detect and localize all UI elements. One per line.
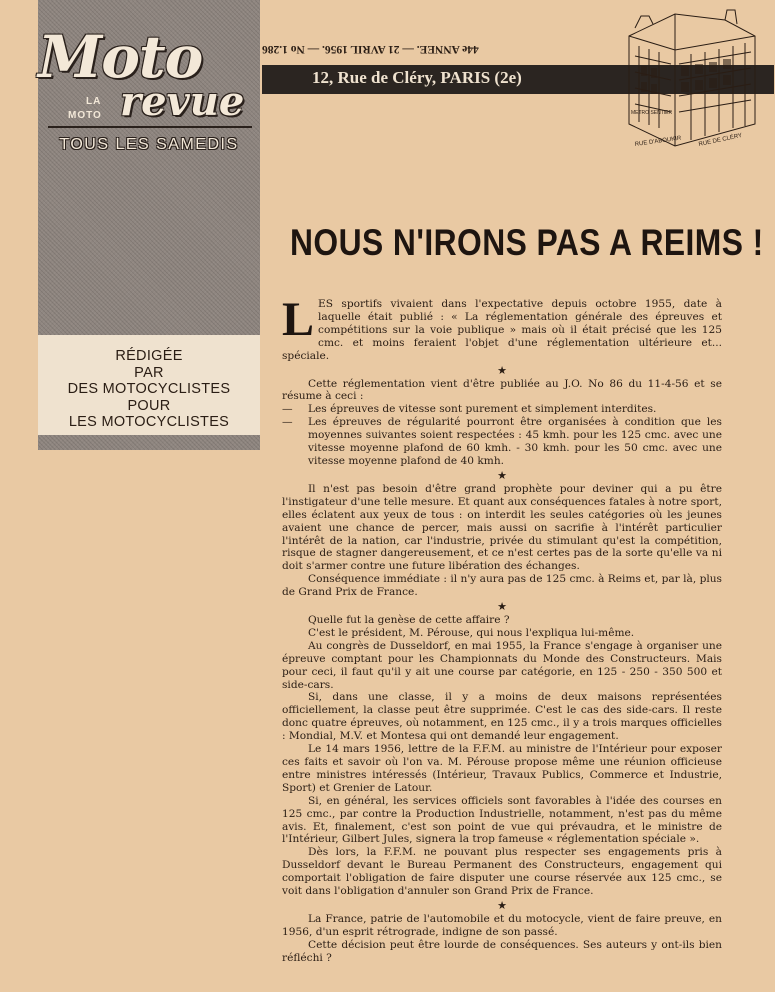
list-item-text: Les épreuves de vitesse sont purement et simplement interdites. [308, 403, 657, 416]
logo-revue: revue [120, 78, 245, 125]
lead-text: ES sportifs vivaient dans l'expectative depuis octobre 1955, date à laquelle était publié : « La réglementation générale des épreuves et compétitions sur la voie publique » mais où il était précisé que les 125 cmc. et moins feraient l'objet d'une réglementation ultérieure et... spéciale. [282, 298, 722, 362]
drop-cap: L [282, 293, 315, 346]
motto-line: LES MOTOCYCLISTES [68, 414, 230, 430]
star-separator: ★ [497, 363, 507, 377]
paragraph: Il n'est pas besoin d'être grand prophète pour deviner qui a pu être l'instigateur d'une telle mesure. Et quant aux conséquences fatales à notre sport, elles éclatent aux yeux de tous : on interdit les seules catégories où les jeunes avaient une chance de percer, mais aussi on sacrifie à l'intérêt particulier l'intérêt de la nation, car l'industrie, privée du stimulant qu'est la compétition, risque de stagner dangereusement, et ce n'est certes pas de la sorte qu'elle va ni doit s'armer contre une future libération des échanges. [282, 482, 722, 573]
star-separator: ★ [497, 898, 507, 912]
paragraph: Si, en général, les services officiels sont favorables à l'idée des courses en 125 cmc., par contre la Production Industrielle, notamment, n'est pas du même avis. Et, finalement, c'est son point de vue qui prévaudra, et le ministre de l'Intérieur, Gilbert Jules, signera la trop fameuse « réglementation spéciale ». [282, 794, 722, 846]
paragraph: Quelle fut la genèse de cette affaire ? [308, 614, 510, 627]
motto-line: POUR [127, 397, 171, 414]
building-sign: RUE D'ABOUKIR [634, 135, 682, 148]
paragraph: C'est le président, M. Pérouse, qui nous l'expliqua lui-même. [308, 626, 635, 639]
logo-la: LA [86, 96, 102, 107]
star-separator: ★ [497, 468, 507, 482]
article-body [282, 293, 722, 965]
motto-line: PAR [134, 364, 164, 381]
list-item [282, 403, 722, 416]
dash-marker: — [282, 403, 293, 416]
paragraph: Si, dans une classe, il y a moins de deux maisons représentées officiellement, la classe peut être supprimée. C'est le cas des side-cars. Il reste donc quatre épreuves, où notamment, en 125 cmc., il y a trois marques officielles : Mondial, M.V. et Montesa qui ont demandé leur engagement. [282, 691, 722, 743]
lead-paragraph [282, 293, 722, 363]
logo-moto: Moto [38, 23, 203, 91]
motto-line: DES MOTOCYCLISTES [67, 381, 231, 397]
address: 12, Rue de Cléry, PARIS (2e) [312, 68, 522, 87]
issue-line [262, 43, 614, 60]
motto-line: RÉDIGÉE [115, 348, 183, 364]
paragraph: Cette décision peut être lourde de conséquences. Ses auteurs y ont-ils bien réfléchi ? [282, 938, 722, 964]
star-separator: ★ [497, 600, 507, 614]
paragraph: Conséquence immédiate : il n'y aura pas de 125 cmc. à Reims et, par là, plus de Grand Prix de France. [282, 573, 722, 599]
paragraph: La France, patrie de l'automobile et du motocycle, vient de faire preuve, en 1956, d'un esprit rétrograde, indigne de son passé. [282, 912, 722, 938]
headline: NOUS N'IRONS PAS A REIMS ! [290, 222, 764, 263]
dash-marker: — [282, 416, 293, 429]
building-illustration [615, 6, 760, 154]
paragraph: Dès lors, la F.F.M. ne pouvant plus respecter ses engagements pris à Dusseldorf devant le Bureau Permanent des Constructeurs, engagement qui comportait l'obligation de faire disputer une course réservée aux 125 cmc., se voit dans l'obligation d'annuler son Grand Prix de France. [282, 846, 722, 898]
paragraph: Cette réglementation vient d'être publiée au J.O. No 86 du 11-4-56 et se résume à ceci : [282, 377, 722, 403]
paragraph: Au congrès de Dusseldorf, en mai 1955, la France s'engage à organiser une épreuve comptant pour les Championnats du Monde des Constructeurs. Mais pour ceci, il faut qu'il y ait une course par catégorie, en 125 - 250 - 350 500 et side-cars. [282, 639, 722, 691]
building-sign: RUE DE CLÉRY [698, 132, 743, 148]
logo-small-moto: MOTO [68, 110, 102, 121]
motto-box [38, 335, 260, 435]
paragraph: Le 14 mars 1956, lettre de la F.F.M. au ministre de l'Intérieur pour exposer ces faits et savoir où l'on va. M. Pérouse propose même une réunion officieuse entre ministres intéressés (Intérieur, Travaux Publics, Commerce et Industrie, Sport) et Grenier de Latour. [282, 743, 722, 794]
tagline: TOUS LES SAMEDIS [59, 136, 239, 153]
list-item [282, 416, 722, 468]
issue-line-text: 44e ANNEE. — 21 AVRIL 1956. — No 1.286 [262, 43, 479, 55]
logo-underline [48, 126, 252, 128]
list-item-text: Les épreuves de régularité pourront être organisées à condition que les moyennes suivantes soient respectées : 45 kmh. pour les 125 cmc. avec une vitesse moyenne plafond de 60 kmh. - 30 kmh. pour les 50 cmc. avec une vitesse moyenne plafond de 40 kmh. [308, 416, 722, 467]
building-sign: METRO SENTIER [631, 110, 673, 116]
